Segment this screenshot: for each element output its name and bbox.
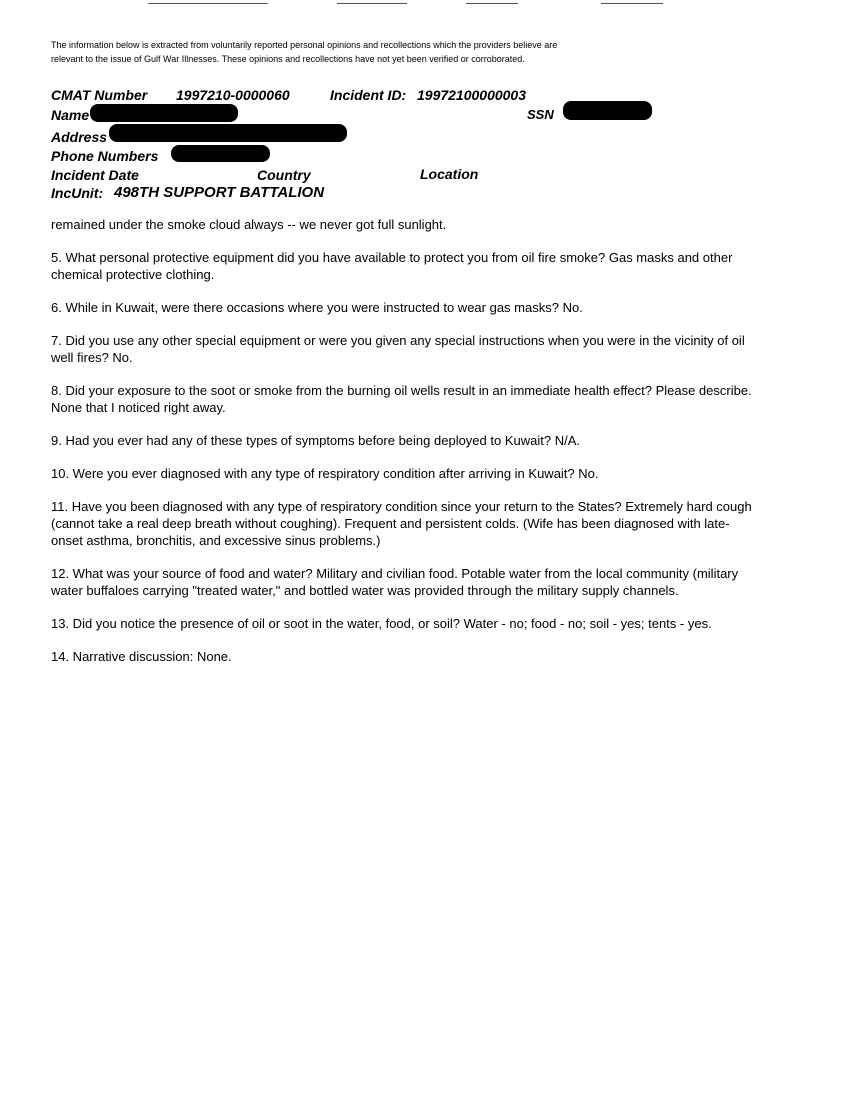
incunit-label: IncUnit:	[51, 185, 104, 201]
question-13: 13. Did you notice the presence of oil or soot in the water, food, or soil? Water - no; food - no; soil - yes; tents - yes.	[51, 616, 712, 631]
scan-artifact-line	[337, 3, 407, 4]
scan-artifact-line	[148, 3, 268, 4]
name-label: Name	[51, 107, 90, 123]
cmat-number-label: CMAT Number	[51, 87, 148, 103]
disclaimer-text: The information below is extracted from voluntarily reported personal opinions and recollections which the providers believe are relevant to the issue of Gulf War Illnesses. These opinions and recollections have not yet been verified or corroborated.	[51, 40, 558, 64]
question-10: 10. Were you ever diagnosed with any type of respiratory condition after arriving in Kuwait? No.	[51, 466, 599, 481]
cmat-number-value: 1997210-0000060	[176, 87, 290, 103]
question-6: 6. While in Kuwait, were there occasions where you were instructed to wear gas masks? No.	[51, 300, 583, 315]
phone-redaction	[171, 145, 270, 162]
paragraph-continuation: remained under the smoke cloud always -- we never got full sunlight.	[51, 217, 447, 232]
incident-date-label: Incident Date	[51, 167, 139, 183]
name-redaction	[90, 104, 238, 122]
question-9: 9. Had you ever had any of these types of symptoms before being deployed to Kuwait? N/A.	[51, 433, 580, 448]
address-redaction	[109, 124, 347, 142]
ssn-redaction	[563, 101, 652, 120]
address-label: Address	[51, 129, 108, 145]
question-8: 8. Did your exposure to the soot or smoke from the burning oil wells result in an immediate health effect? Please describe. None that I noticed right away.	[51, 383, 752, 415]
question-12: 12. What was your source of food and water? Military and civilian food. Potable water from the local community (military water buffaloes carrying "treated water," and bottled water was provided through the military supply channels.	[51, 566, 739, 598]
incunit-value: 498TH SUPPORT BATTALION	[114, 184, 325, 201]
country-label: Country	[257, 167, 311, 183]
ssn-label: SSN	[527, 107, 554, 122]
question-14: 14. Narrative discussion: None.	[51, 649, 232, 664]
question-11: 11. Have you been diagnosed with any type of respiratory condition since your return to the States? Extremely hard cough (cannot take a real deep breath without coughing). Frequent and persistent colds. (Wife has been diagnosed with late-onset asthma, bronchitis, and excessive sinus problems.)	[51, 499, 752, 548]
incident-id-label: Incident ID:	[330, 87, 407, 103]
location-label: Location	[420, 166, 479, 182]
incident-id-value: 19972100000003	[417, 87, 527, 103]
question-7: 7. Did you use any other special equipment or were you given any special instructions when you were in the vicinity of oil well fires? No.	[51, 333, 745, 365]
document-body	[51, 216, 761, 681]
question-5: 5. What personal protective equipment did you have available to protect you from oil fire smoke? Gas masks and other chemical protective clothing.	[51, 250, 733, 282]
phone-numbers-label: Phone Numbers	[51, 148, 159, 164]
scan-artifact-line	[601, 3, 663, 4]
scan-artifact-line	[466, 3, 518, 4]
